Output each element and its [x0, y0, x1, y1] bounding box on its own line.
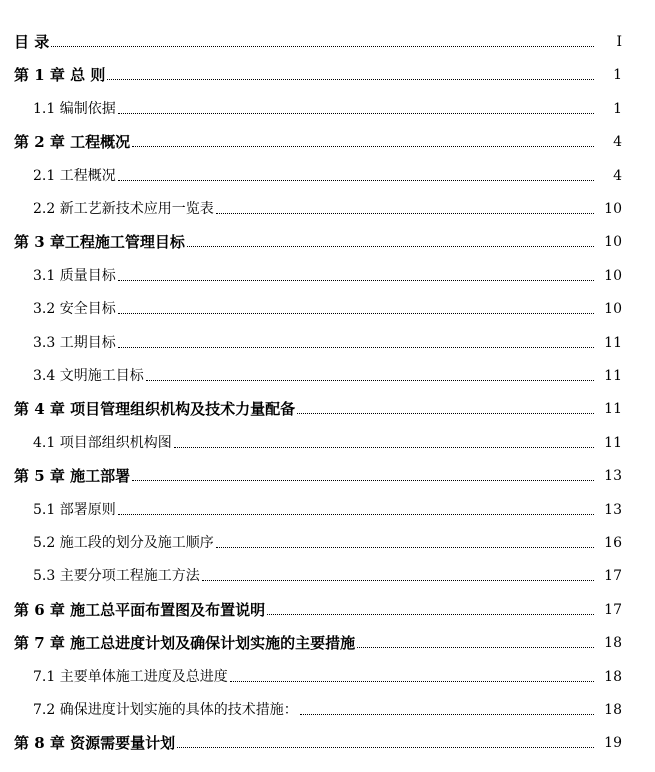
dot-leader	[216, 547, 594, 548]
toc-page-number: 4	[613, 168, 622, 184]
toc-section-entry[interactable]	[0, 561, 655, 585]
toc-section-entry[interactable]	[0, 361, 655, 385]
toc-section-entry[interactable]	[0, 528, 655, 552]
toc-entry-title: 7.2 确保进度计划实施的具体的技术措施：	[33, 702, 298, 718]
toc-page-number: 1	[613, 101, 622, 117]
toc-entry-title: 第 2 章 工程概况	[14, 133, 131, 151]
toc-section-entry[interactable]	[0, 695, 655, 719]
dot-leader	[132, 146, 594, 147]
toc-section-entry[interactable]	[0, 428, 655, 452]
toc-entry-title: 3.1 质量目标	[33, 268, 116, 284]
dot-leader	[174, 447, 594, 448]
toc-section-entry[interactable]	[0, 294, 655, 318]
dot-leader	[118, 514, 594, 515]
toc-entry-title: 第 7 章 施工总进度计划及确保计划实施的主要措施	[14, 634, 356, 652]
toc-page-number: 19	[604, 735, 622, 751]
toc-page-number: 11	[604, 368, 622, 384]
toc-page-number: 17	[604, 602, 622, 618]
dot-leader	[177, 747, 594, 748]
toc-chapter-entry[interactable]	[0, 227, 655, 251]
toc-page-number: 11	[604, 401, 622, 417]
toc-section-entry[interactable]	[0, 261, 655, 285]
toc-entry-title: 5.2 施工段的划分及施工顺序	[33, 535, 214, 551]
toc-entry-title: 2.1 工程概况	[33, 168, 116, 184]
dot-leader	[118, 113, 594, 114]
toc-section-entry[interactable]	[0, 194, 655, 218]
toc-entry-title: 2.2 新工艺新技术应用一览表	[33, 201, 214, 217]
dot-leader	[118, 280, 594, 281]
toc-heading[interactable]	[0, 27, 655, 51]
toc-page-number: 10	[604, 234, 622, 250]
toc-chapter-entry[interactable]	[0, 728, 655, 752]
dot-leader	[267, 614, 594, 615]
toc-chapter-entry[interactable]	[0, 60, 655, 84]
toc-page-number: 4	[613, 134, 622, 150]
toc-page-number: 10	[604, 268, 622, 284]
dot-leader	[230, 681, 594, 682]
toc-entry-title: 第 1 章 总 则	[14, 66, 106, 84]
dot-leader	[297, 413, 594, 414]
toc-entry-title: 3.3 工期目标	[33, 335, 116, 351]
toc-section-entry[interactable]	[0, 328, 655, 352]
toc-chapter-entry[interactable]	[0, 461, 655, 485]
toc-entry-title: 5.1 部署原则	[33, 502, 116, 518]
toc-page-number: 13	[604, 468, 622, 484]
dot-leader	[357, 647, 594, 648]
toc-entry-title: 1.1 编制依据	[33, 101, 116, 117]
dot-leader	[107, 79, 594, 80]
toc-page-number: I	[616, 34, 622, 50]
toc-page-number: 11	[604, 335, 622, 351]
dot-leader	[118, 313, 594, 314]
toc-page-number: 10	[604, 301, 622, 317]
toc-chapter-entry[interactable]	[0, 595, 655, 619]
toc-chapter-entry[interactable]	[0, 628, 655, 652]
toc-page-number: 1	[613, 67, 622, 83]
toc-section-entry[interactable]	[0, 161, 655, 185]
dot-leader	[51, 46, 594, 47]
dot-leader	[132, 480, 594, 481]
dot-leader	[118, 180, 594, 181]
toc-entry-title: 3.4 文明施工目标	[33, 368, 144, 384]
toc-chapter-entry[interactable]	[0, 394, 655, 418]
toc-page-number: 16	[604, 535, 622, 551]
toc-page-number: 17	[604, 568, 622, 584]
toc-section-entry[interactable]	[0, 94, 655, 118]
dot-leader	[187, 246, 594, 247]
toc-page-number: 18	[604, 702, 622, 718]
toc-page-number: 18	[604, 669, 622, 685]
toc-page-number: 10	[604, 201, 622, 217]
toc-entry-title: 7.1 主要单体施工进度及总进度	[33, 669, 228, 685]
dot-leader	[216, 213, 594, 214]
toc-entry-title: 第 8 章 资源需要量计划	[14, 734, 176, 752]
toc-page-number: 11	[604, 435, 622, 451]
dot-leader	[146, 380, 594, 381]
toc-entry-title: 第 3 章工程施工管理目标	[14, 233, 185, 251]
toc-entry-title: 第 6 章 施工总平面布置图及布置说明	[14, 601, 266, 619]
dot-leader	[300, 714, 594, 715]
toc-page-number: 18	[604, 635, 622, 651]
toc-entry-title: 3.2 安全目标	[33, 301, 116, 317]
toc-entry-title: 第 4 章 项目管理组织机构及技术力量配备	[14, 400, 296, 418]
toc-section-entry[interactable]	[0, 495, 655, 519]
toc-chapter-entry[interactable]	[0, 127, 655, 151]
dot-leader	[202, 580, 594, 581]
dot-leader	[118, 347, 594, 348]
toc-entry-title: 第 5 章 施工部署	[14, 467, 131, 485]
toc-section-entry[interactable]	[0, 662, 655, 686]
toc-page-number: 13	[604, 502, 622, 518]
toc-entry-title: 4.1 项目部组织机构图	[33, 435, 172, 451]
toc-entry-title: 目 录	[14, 33, 50, 51]
toc-entry-title: 5.3 主要分项工程施工方法	[33, 568, 200, 584]
